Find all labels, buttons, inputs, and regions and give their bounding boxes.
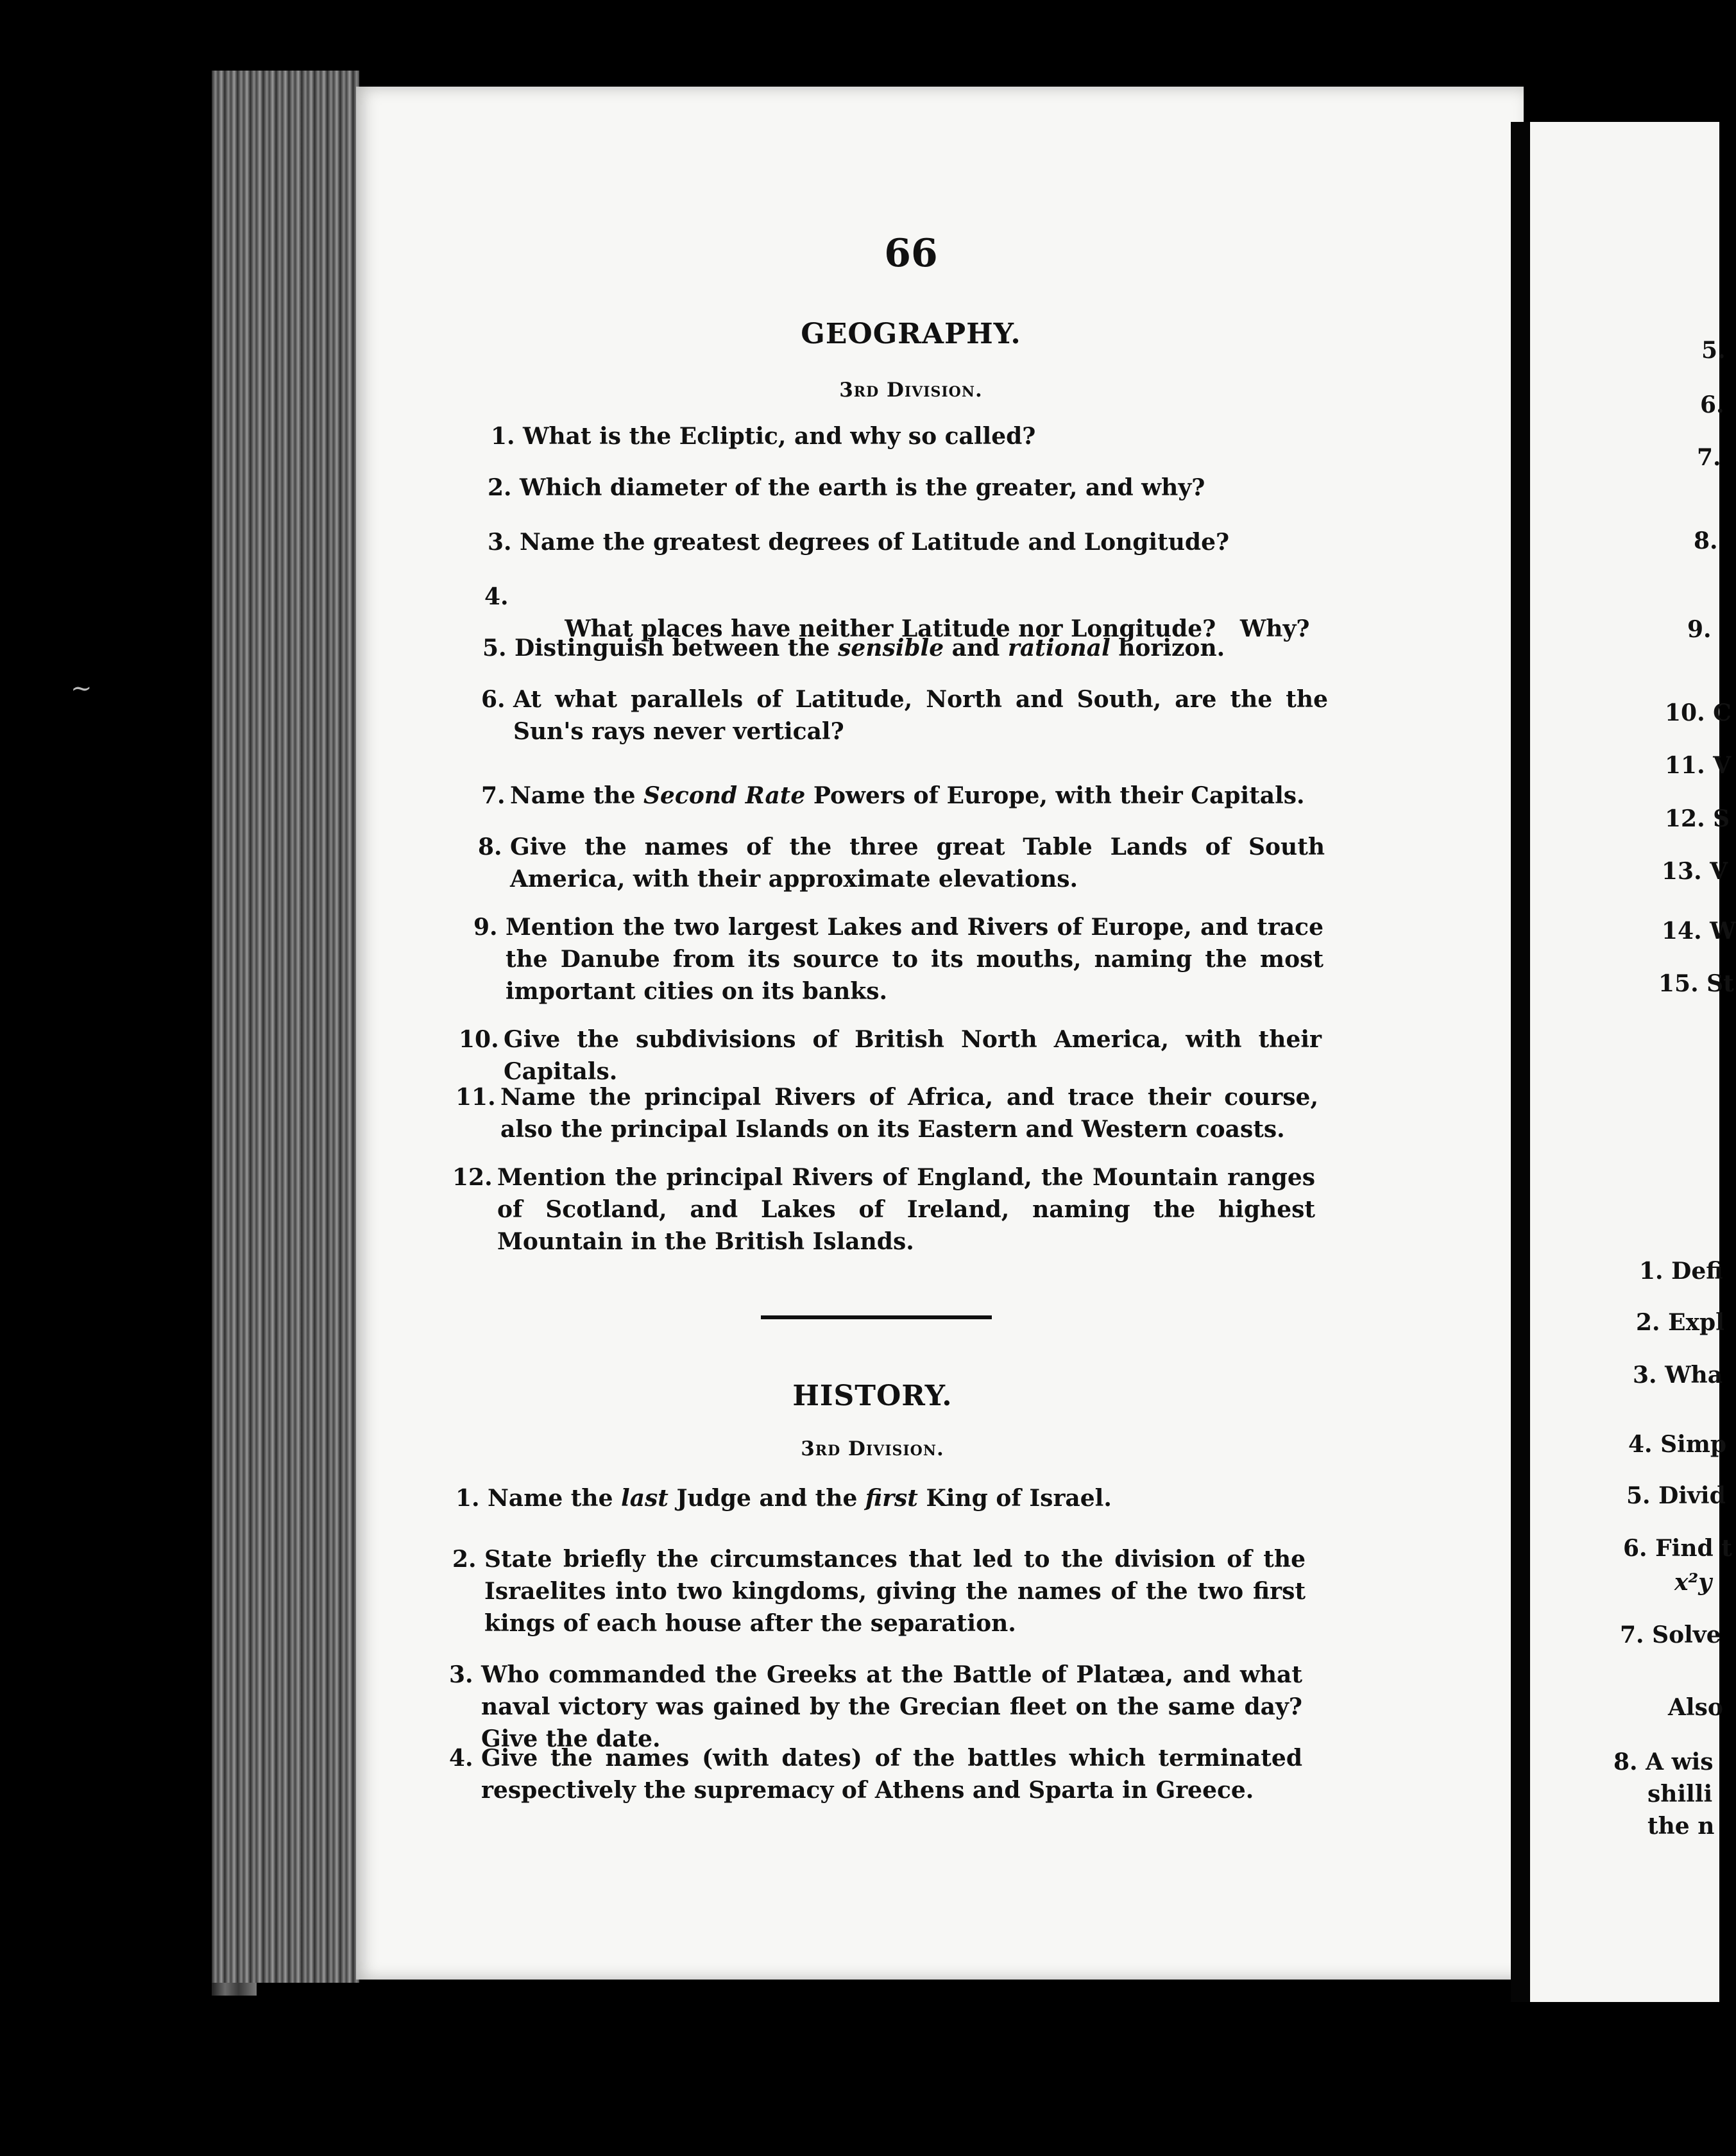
question-text: Give the subdivisions of British North America, with their Capitals.	[504, 1026, 1322, 1085]
right-fragment: x²y	[1674, 1569, 1712, 1596]
page-number: 66	[884, 231, 938, 276]
question-text: Mention the principal Rivers of England, the Mountain ranges of Scotland, and Lakes of Ireland, naming the highest Mountain in the British Islands.	[497, 1164, 1315, 1255]
right-fragment: 3. Wha	[1633, 1362, 1723, 1389]
question-text: State briefly the circumstances that led to the division of the Israelites into two kingdoms, giving the names of the two first kings of each house after the separation.	[484, 1546, 1306, 1637]
question-number: 6.	[481, 686, 506, 713]
right-fragment: 10. C	[1665, 699, 1732, 726]
question-text: Name the Second Rate Powers of Europe, with their Capitals.	[510, 782, 1305, 809]
question-item	[491, 420, 1312, 452]
question-item	[452, 1543, 1306, 1639]
right-fragment: 6. Find t	[1623, 1535, 1732, 1562]
right-fragment: 5.	[1701, 337, 1726, 364]
right-fragment: 7. Solve	[1620, 1621, 1721, 1648]
question-text: Give the names (with dates) of the battles which terminated respectively the supremacy of Athens and Sparta in Greece.	[481, 1745, 1302, 1804]
question-text: Mention the two largest Lakes and Rivers of Europe, and trace the Danube from its source to its mouths, naming the most important cities on its banks.	[506, 914, 1323, 1005]
right-fragment: 14. W	[1662, 918, 1736, 945]
question-item	[459, 1023, 1322, 1088]
right-fragment: shilli	[1647, 1781, 1713, 1808]
right-fragment: 12. S	[1665, 805, 1730, 832]
right-fragment: 4. Simp	[1628, 1431, 1727, 1458]
question-text: Name the principal Rivers of Africa, and trace their course, also the principal Islands on its Eastern and Western coasts.	[500, 1084, 1318, 1143]
question-number: 4.	[484, 583, 509, 610]
right-fragment: 13. V	[1662, 858, 1728, 885]
question-text: Who commanded the Greeks at the Battle of Platæa, and what naval victory was gained by the Grecian fleet on the same day? Give the date.	[481, 1661, 1302, 1752]
question-number: 11.	[455, 1084, 496, 1111]
question-item	[481, 683, 1328, 748]
question-number: 4.	[449, 1745, 473, 1772]
right-fragment: 2. Expl	[1636, 1309, 1724, 1336]
page-edges	[212, 71, 359, 1983]
question-item	[449, 1742, 1302, 1806]
question-item	[449, 1659, 1302, 1755]
section-divider	[761, 1315, 992, 1319]
question-item	[455, 1081, 1318, 1145]
question-text: Which diameter of the earth is the greater, and why?	[520, 474, 1205, 501]
geography-title: GEOGRAPHY.	[801, 318, 1021, 350]
history-title: HISTORY.	[792, 1380, 953, 1412]
question-item	[455, 1482, 1302, 1514]
question-text: At what parallels of Latitude, North and South, are the the Sun's rays never vertical?	[513, 686, 1328, 745]
question-number: 9.	[473, 914, 498, 941]
question-text: What is the Ecliptic, and why so called?	[523, 423, 1036, 450]
right-fragment: 7.	[1697, 444, 1721, 471]
right-fragment: 11. V	[1665, 752, 1732, 779]
right-fragment: Also	[1668, 1694, 1723, 1721]
right-fragment: 6.	[1700, 391, 1724, 418]
question-text: Give the names of the three great Table Lands of South America, with their approximate elevations.	[510, 834, 1325, 893]
question-item	[488, 472, 1309, 504]
question-item	[478, 831, 1325, 895]
question-text: What places have neither Latitude nor Longitude? Why?	[565, 615, 1310, 642]
question-item	[481, 780, 1315, 812]
right-fragment: 8.	[1694, 527, 1718, 554]
question-number: 10.	[459, 1026, 499, 1053]
question-item	[452, 1161, 1315, 1258]
right-fragment: the n	[1647, 1813, 1715, 1840]
question-text: Name the last Judge and the first King of Israel.	[488, 1485, 1112, 1512]
question-text: Distinguish between the sensible and rational horizon.	[515, 635, 1225, 662]
right-fragment: 5. Divid	[1626, 1482, 1726, 1509]
question-number: 1.	[491, 423, 515, 450]
question-item	[482, 632, 1310, 664]
right-fragment: 15. St	[1658, 970, 1734, 997]
question-number: 8.	[478, 834, 502, 860]
question-number: 7.	[481, 782, 506, 809]
question-number: 3.	[488, 529, 512, 556]
question-item	[488, 526, 1309, 558]
scan-mark: ~	[71, 674, 92, 703]
question-number: 12.	[452, 1164, 493, 1191]
right-fragment: 8. A wis	[1613, 1749, 1714, 1775]
geography-division: 3rd Division.	[839, 379, 983, 402]
question-number: 3.	[449, 1661, 473, 1688]
history-division: 3rd Division.	[801, 1437, 944, 1460]
question-number: 2.	[488, 474, 512, 501]
question-number: 1.	[455, 1485, 480, 1512]
right-fragment: 9.	[1687, 616, 1712, 643]
question-text: Name the greatest degrees of Latitude and Longitude?	[520, 529, 1230, 556]
right-fragment: 1. Defi	[1639, 1258, 1723, 1285]
question-number: 5.	[482, 635, 507, 662]
question-number: 2.	[452, 1546, 477, 1573]
question-item	[473, 911, 1323, 1007]
